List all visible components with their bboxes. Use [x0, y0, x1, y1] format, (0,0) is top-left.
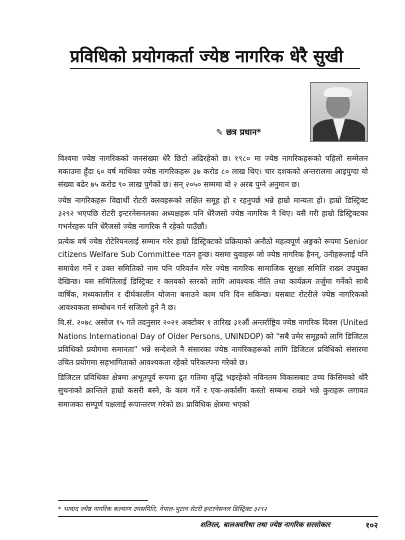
running-footer: शतिरल, बालअवरिथा तथा ज्येष्ठ नागरिक सरसोकार — [200, 521, 331, 529]
title-underline — [70, 68, 360, 69]
paragraph: विश्वमा ज्येष्ठ नागरिकको जनसंख्या धेरै छिटो अढिरहेको छ। १९८० मा ज्येष्ठ नागरिकहरूको पहिलो सम्मेलन मकाउमा हुँदा ६० वर्ष माथिका ज्येष्ठ नागरिकहरू ३७ करोड ८० लाख थिए। चार दशकको अन्तरालमा आइपुग्दा यो संख्या बढेर ७५ करोड ९० लाख पुगेको छ। सन् २०५० सम्ममा यो २ अरब पुग्ने अनुमान छ। — [58, 154, 368, 190]
paragraph: डिजिटल प्रविधिका क्षेत्रमा अभूतपूर्व रूपमा द्रुत गतिमा वृद्धि भइरहेको नविनतम विकासबाट उच्च किसिमको थोरै सुचनाको क्रान्तिले हाम्रो कसरी बस्ने, के काम गर्ने र एक-अर्कासँग कस्तो सम्बन्ध राख्ने भन्ने कुराहरू लगायत समाजका सम्पूर्ण पक्षलाई रूपान्तरण गरेको छ। प्राविधिक क्षेत्रमा भएको — [58, 373, 368, 409]
paragraph: प्रत्येक वर्ष ज्येष्ठ रोटेरियनलाई सम्मान गरेर हाम्रो डिस्ट्रिक्टको प्रक्रियाको अनौठो महत्वपूर्ण अङ्गको रूपमा Senior citizens Welfare Sub Committee गठन हुन्छ। यसमा युवाहरू जो ज्येष्ठ नागरिक हैनन्, उनीहरूलाई पनि समावेश गर्ने र उक्त समितिको नाम पनि परिवर्तन गरेर ज्येष्ठ नागरिक सामाजिक सुरक्षा समिति राख्न उपयुक्त देखिन्छ। यस समितिलाई डिस्ट्रिक्ट र क्लवको स्तरको लागि आवश्यक नीति तथा कार्यक्रम तर्जुमा गर्नेको साथै वार्षिक, मध्यकालीन र दीर्घकालीन योजना बनाउने काम पनि दिन सकिन्छ। यसबाट रोटरीले ज्येष्ठ नागरिकको आवश्यकता सम्बोधन गर्न सजिलो हुने नै छ। — [58, 237, 368, 313]
footnote-divider — [58, 500, 148, 501]
footnote: * भावाद ज्येष्ठ नागरिक कल्याण उपसमिति, नेपाल-भुटान रोटरी इन्टरनेसनल डिस्ट्रिक्ट ३२९२ — [58, 505, 267, 513]
page-number: १०२ — [365, 521, 378, 530]
author-photo — [310, 82, 368, 142]
author-byline: ✎ छत्र प्रधान* — [216, 128, 262, 138]
article-body — [58, 152, 368, 413]
photo-hair — [324, 87, 352, 97]
paragraph: वि.सं. २०७८ असोज १५ गते तदनुसार २०२१ अक्टोबर १ तारिख ३१औं अन्तर्राष्ट्रिय ज्येष्ठ नागरिक दिवस (United Nations International Day of Older Persons, UNINDOP) को "सबै उमेर समूहको लागि डिजिटल प्रविधिको प्रयोगमा समानता" भन्ने सन्देशले नै संसारका ज्येष्ठ नागरिकहरूको लागि डिजिटल प्रविधिको संसारमा उचित प्रयोगमा सहभागिताको आवश्यकता रहेको परिकल्पना गरेको छ। — [58, 318, 368, 368]
paragraph: ज्येष्ठ नागरिकहरू विद्यार्थी रोटरी क्लवहरूको लक्षित समूह हो र रहनुपर्छ भन्ने हाम्रो मान्यता हो। हाम्रो डिस्ट्रिक्ट ३२९२ भएपछि रोटरी इन्टरनेसनलका अध्यक्षहरू पनि धेरैजसो ज्येष्ठ नागरिक नै थिए। यसै गरी हाम्रो डिस्ट्रिक्टका गभर्नरहरू पनि धेरैजसो ज्येष्ठ नागरिक नै रहेको पाउँछौं। — [58, 195, 368, 232]
footer-divider — [58, 516, 378, 517]
article-title: प्रविधिको प्रयोगकर्ता ज्येष्ठ नागरिक धेरै सुखी — [70, 47, 344, 67]
